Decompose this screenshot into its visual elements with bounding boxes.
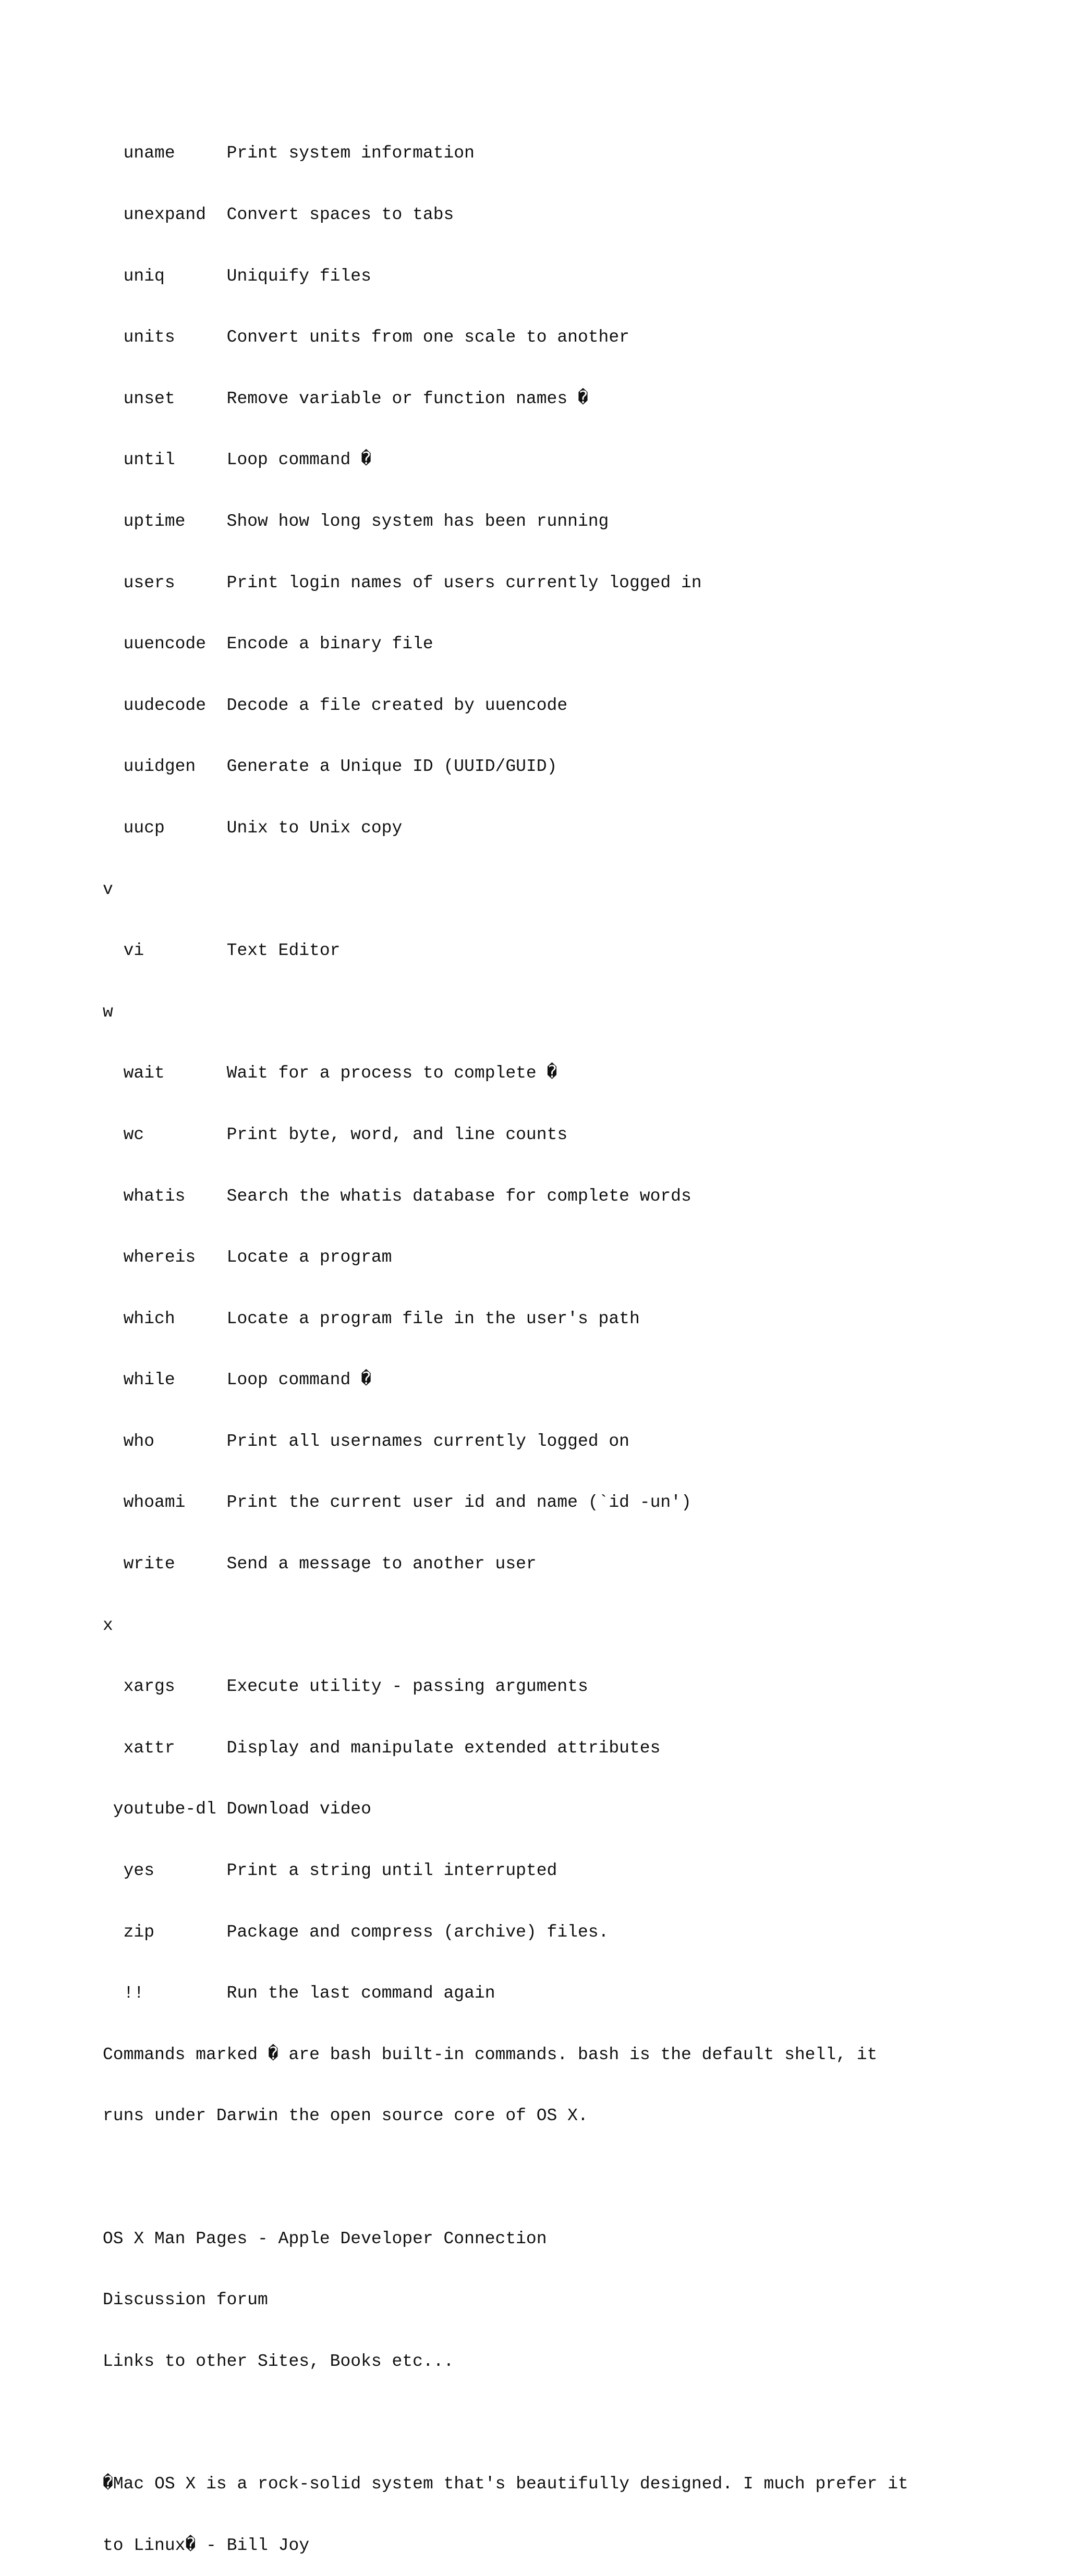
command-row-whereis: whereis Locate a program [103,1248,392,1267]
command-row-unexpand: unexpand Convert spaces to tabs [103,205,454,224]
command-row-whatis: whatis Search the whatis database for complete words [103,1186,691,1206]
link-discussion-forum: Discussion forum [103,2290,268,2310]
spacer [103,2412,908,2433]
command-row-units: units Convert units from one scale to another [103,328,629,347]
command-row-while: while Loop command � [103,1370,371,1390]
spacer [103,2167,908,2187]
command-row-yes: yes Print a string until interrupted [103,1861,557,1881]
command-row-who: who Print all usernames currently logged on [103,1431,629,1451]
builtin-note-line-1: Commands marked � are bash built-in commands. bash is the default shell, it [103,2045,878,2064]
command-row-uptime: uptime Show how long system has been running [103,511,609,531]
command-row-bang-bang: !! Run the last command again [103,1984,495,2003]
section-letter-v: v [103,879,113,899]
quote-line-2: to Linux� - Bill Joy [103,2535,310,2555]
quote-line-1: �Mac OS X is a rock-solid system that's beautifully designed. I much prefer it [103,2474,908,2494]
command-row-whoami: whoami Print the current user id and name (`id -un') [103,1493,691,1513]
command-row-wc: wc Print byte, word, and line counts [103,1124,568,1144]
command-row-uuencode: uuencode Encode a binary file [103,634,433,654]
command-row-wait: wait Wait for a process to complete � [103,1063,557,1083]
command-row-xargs: xargs Execute utility - passing arguments [103,1677,588,1697]
link-other-sites: Links to other Sites, Books etc... [103,2351,454,2371]
command-row-xattr: xattr Display and manipulate extended attributes [103,1738,661,1758]
section-letter-w: w [103,1002,113,1022]
command-row-uudecode: uudecode Decode a file created by uuencode [103,695,568,715]
command-row-uuidgen: uuidgen Generate a Unique ID (UUID/GUID) [103,757,557,777]
command-row-uniq: uniq Uniquify files [103,266,371,286]
builtin-note-line-2: runs under Darwin the open source core of OS X. [103,2106,588,2126]
command-row-zip: zip Package and compress (archive) files. [103,1922,609,1942]
link-man-pages: OS X Man Pages - Apple Developer Connection [103,2229,547,2248]
command-row-write: write Send a message to another user [103,1554,537,1574]
command-row-uucp: uucp Unix to Unix copy [103,818,403,838]
command-row-youtube-dl: youtube-dl Download video [103,1799,371,1819]
command-row-unset: unset Remove variable or function names � [103,389,588,408]
command-row-until: until Loop command � [103,450,371,470]
section-letter-x: x [103,1615,113,1635]
document-body [103,102,908,2576]
command-row-vi: vi Text Editor [103,941,341,961]
command-row-which: which Locate a program file in the user's path [103,1309,640,1328]
command-row-uname: uname Print system information [103,143,475,163]
command-row-users: users Print login names of users currently logged in [103,573,702,592]
